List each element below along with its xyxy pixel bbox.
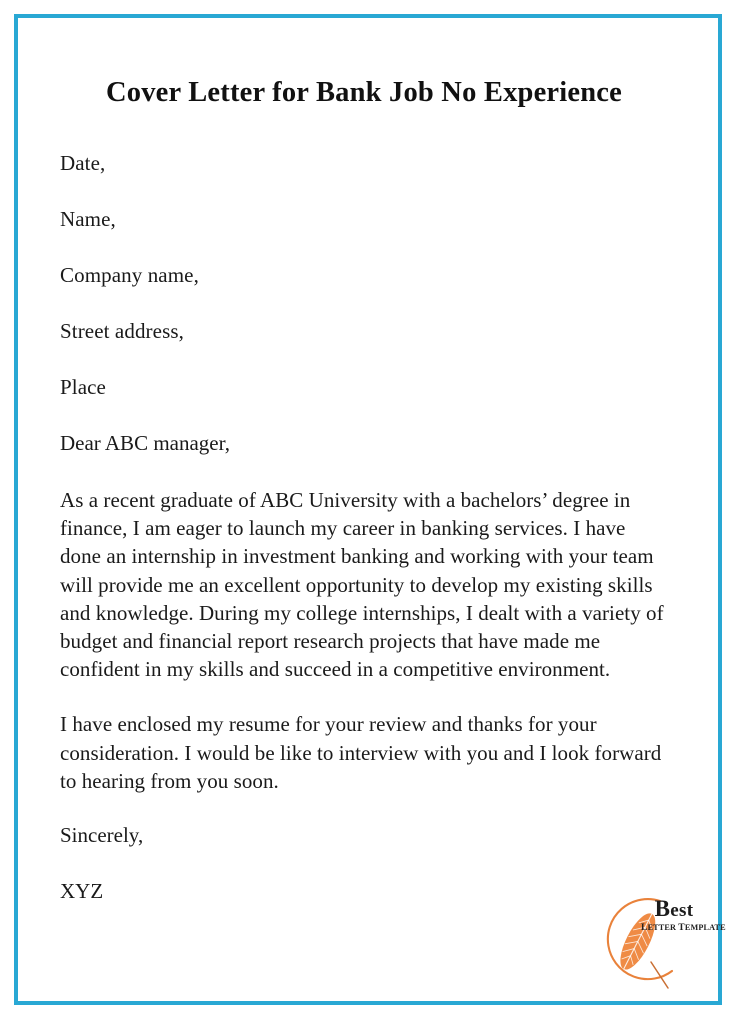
tagline-template-rest: EMPLATE: [684, 923, 726, 932]
brand-name-rest: est: [670, 900, 694, 921]
address-line-date: Date,: [60, 151, 106, 175]
address-line-name: Name,: [60, 207, 116, 231]
signature-name: XYZ: [60, 879, 104, 904]
tagline-letter-initial: L: [641, 922, 648, 933]
letter-content: [60, 46, 668, 986]
address-line-street: Street address,: [60, 319, 184, 343]
brand-name: [641, 896, 707, 921]
address-line-place: Place: [60, 375, 106, 399]
brand-logo: [594, 893, 726, 993]
body-paragraph-1: As a recent graduate of ABC University with a bachelors’ degree in finance, I am eager to launch my career in banking services. I have done an internship in investment banking and working with your team will provide me an excellent opportunity to develop my existing skills and knowledge. During my college internships, I dealt with a variety of budget and financial report research projects that have made me confident in my skills and succeed in a competitive environment.: [60, 488, 664, 682]
brand-text: [641, 896, 726, 933]
brand-tagline: [641, 922, 726, 933]
address-line-company: Company name,: [60, 263, 199, 287]
page-title: Cover Letter for Bank Job No Experience: [106, 77, 622, 108]
tagline-letter-rest: ETTER: [647, 923, 677, 932]
brand-name-initial: B: [654, 896, 671, 921]
body-paragraph-2: I have enclosed my resume for your review and thanks for your consideration. I would be like to interview with you and I look forward to hearing from you soon.: [60, 712, 662, 793]
address-block: [60, 150, 668, 400]
closing-salutation: Sincerely,: [60, 823, 144, 848]
tagline-template-initial: T: [678, 922, 685, 933]
salutation: Dear ABC manager,: [60, 431, 231, 455]
